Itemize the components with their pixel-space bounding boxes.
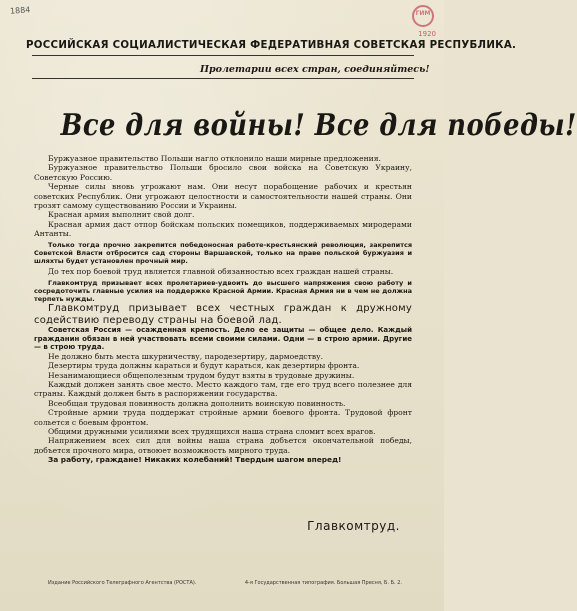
paragraph-large: Главкомтруд призывает всех честных граждан к дружному содействию переводу страны на боевой лад. <box>34 303 412 326</box>
republic-title: РОССИЙСКАЯ СОЦИАЛИСТИЧЕСКАЯ ФЕДЕРАТИВНАЯ СОВЕТСКАЯ РЕСПУБЛИКА. <box>26 38 517 51</box>
paragraph: Стройные армии труда поддержат стройные армии боевого фронта. Трудовой фронт сольется с боевым фронтом. <box>34 408 412 427</box>
paragraph: Буржуазное правительство Польши бросило свои войска на Советскую Украину, Советскую Россию. <box>34 163 412 182</box>
printer-note: 4-я Государственная типография. Большая Пресня, Б. Б. 2. <box>244 580 402 586</box>
paragraph: Буржуазное правительство Польши нагло отклонило наши мирные предложения. <box>48 154 381 163</box>
paragraph-bold: Главкомтруд призывает всех пролетариев-удвоить до высшего напряжения свою работу и сосредоточить главные усилия на поддержке Красной Армии. Красная Армия ни в чем не должна терпеть нужды. <box>34 278 412 304</box>
paragraph: Общими дружными усилиями всех трудящихся наша страна сломит всех врагов. <box>48 427 376 437</box>
stamp-text: ГИМ <box>415 10 431 17</box>
proletarian-slogan: Пролетарии всех стран, соединяйтесь! <box>200 64 430 75</box>
header-rule-top <box>32 55 414 56</box>
paragraph: Черные силы вновь угрожают нам. Они несут порабощение рабочих и крестьян советских Республик. Они угрожают целостности и самостоятельности нашей страны. Они грозят самому существованию России и Украины. <box>34 182 412 211</box>
poster-body <box>34 154 412 465</box>
paragraph: Красная армия выполнит свой долг. <box>48 210 195 220</box>
signature: Главкомтруд. <box>307 519 400 533</box>
paragraph-bold: Советская Россия — осажденная крепость. Дело ее защиты — общее дело. Каждый гражданин обязан в ней участвовать всеми своими силами. Одни — в строю армии. Другие — в строю труда. <box>34 326 412 352</box>
paragraph: Незанимающиеся общеполезным трудом будут взяты в трудовые дружины. <box>48 370 355 380</box>
header-rule-bottom <box>32 78 414 79</box>
paragraph: Не должно быть места шкурничеству, пародезертиру, дармоедству. <box>48 351 324 361</box>
paragraph: Всеобщая трудовая повинность должна дополнить воинскую повинность. <box>48 398 346 408</box>
poster-headline: Все для войны! Все для победы! <box>60 108 577 143</box>
publisher-note: Издание Российского Телеграфного Агентства (РОСТА). <box>48 580 197 586</box>
archive-number: 1884 <box>9 5 31 16</box>
paragraph: Каждый должен занять свое место. Место каждого там, где его труд всего полезнее для страны. Каждый должен быть в распоряжении государства. <box>34 380 412 399</box>
paragraph: Напряжением всех сил для войны наша страна добъется окончательной победы, добъется прочного мира, отвоюет возможность мирного труда. <box>34 436 412 455</box>
paragraph: До тех пор боевой труд является главной обязанностью всех граждан нашей страны. <box>48 267 394 277</box>
museum-stamp <box>412 5 434 27</box>
stamp-year: 1920 <box>418 30 436 38</box>
paragraph: Дезертиры труда должны караться и будут караться, как дезертиры фронта. <box>48 361 360 371</box>
paragraph-bold: Только тогда прочно закрепится победоносная работе-крестьянский революция, закрепится Советской Власти отбросится сад стороны Варшавской, только на праве польской буржуазия и шляхты будет установлен прочный мир. <box>34 240 412 266</box>
closing-call: За работу, граждане! Никаких колебаний! Твердым шагом вперед! <box>48 455 342 465</box>
paragraph: Красная армия даст отпор бойскам польских помещиков, поддерживаемых миродерами Антанты. <box>34 219 412 239</box>
